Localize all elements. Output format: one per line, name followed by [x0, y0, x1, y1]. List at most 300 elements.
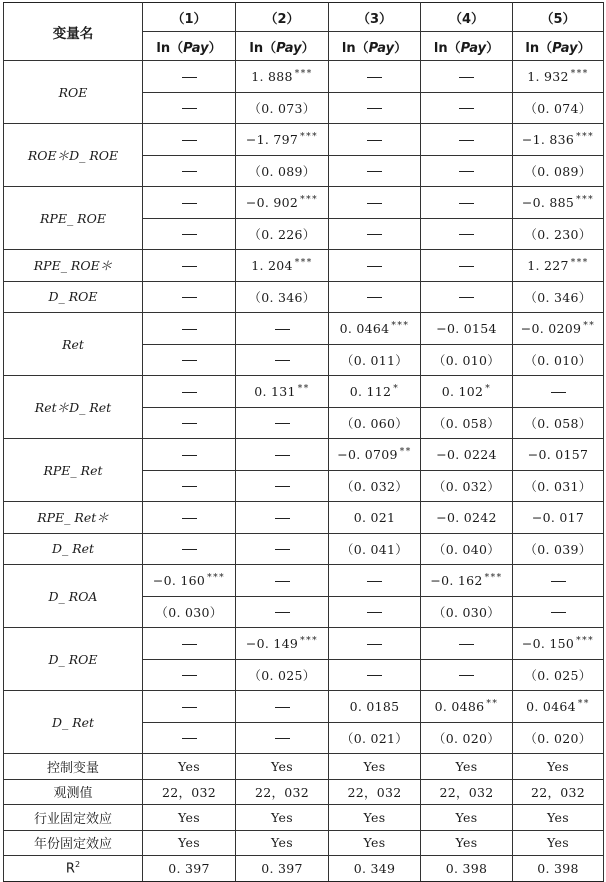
standard-error-cell: [236, 470, 329, 502]
empty-dash: [275, 581, 290, 582]
empty-dash: [182, 549, 197, 550]
variable-name-cell: [4, 187, 143, 250]
empty-dash: [459, 675, 474, 676]
standard-error-value: （0. 089）: [248, 163, 316, 179]
coefficient-cell: [329, 250, 421, 282]
coefficient-cell: [513, 61, 604, 93]
empty-dash: [275, 612, 290, 613]
standard-error-cell: [329, 155, 421, 187]
empty-dash: [367, 203, 382, 204]
variable-name-cell: [4, 250, 143, 282]
empty-dash: [459, 644, 474, 645]
standard-error-value: （0. 020）: [524, 730, 592, 746]
variable-name-cell: [4, 565, 143, 628]
control-label: 行业固定效应: [33, 811, 112, 827]
control-value-cell: [236, 805, 329, 831]
coefficient-row: [4, 313, 604, 345]
coefficient-row: [4, 439, 604, 471]
column-number-header: （3）: [329, 3, 421, 32]
significance-stars: ***: [484, 572, 503, 583]
control-value-cell: [513, 856, 604, 882]
dep-var-suffix: ）: [394, 40, 408, 56]
control-value: Yes: [363, 835, 386, 851]
coefficient-cell: [421, 124, 513, 156]
control-value: 0. 398: [537, 860, 579, 876]
coefficient-cell: [329, 502, 421, 534]
control-value: 22，032: [347, 784, 402, 800]
coefficient-cell: [236, 187, 329, 219]
standard-error-cell: [143, 407, 236, 439]
standard-error-cell: [236, 407, 329, 439]
empty-dash: [182, 707, 197, 708]
standard-error-value: （0. 010）: [432, 352, 501, 368]
coefficient-cell: [143, 250, 236, 282]
control-label: 控制变量: [46, 760, 99, 776]
control-value: 0. 397: [168, 860, 210, 876]
coefficient-cell: [143, 376, 236, 408]
standard-error-cell: [236, 344, 329, 376]
coefficient-cell: [421, 61, 513, 93]
empty-dash: [459, 77, 474, 78]
variable-name: Ret: [62, 336, 84, 352]
control-label-cell: [4, 805, 143, 831]
empty-dash: [182, 675, 197, 676]
variable-name: ROE: [58, 84, 88, 100]
table-body: [4, 3, 604, 882]
empty-dash: [182, 297, 197, 298]
coefficient-row: [4, 61, 604, 93]
standard-error-cell: [143, 470, 236, 502]
dep-var-suffix: ）: [208, 40, 222, 56]
empty-dash: [367, 171, 382, 172]
control-value: Yes: [547, 809, 569, 825]
standard-error-value: （0. 032）: [432, 478, 501, 494]
standard-error-cell: [421, 659, 513, 691]
variable-name-cell: [4, 502, 143, 534]
control-label: 观测值: [53, 786, 93, 802]
standard-error-value: （0. 346）: [524, 289, 592, 305]
coefficient-value: −0. 0157: [527, 446, 589, 462]
coefficient-value: 0. 0464: [339, 320, 390, 336]
standard-error-cell: [329, 722, 421, 754]
coefficient-cell: [421, 502, 513, 534]
coefficient-cell: [236, 250, 329, 282]
coefficient-value: −0. 0224: [436, 446, 497, 462]
control-value: 0. 398: [445, 860, 488, 876]
variable-name: RPE_ ROE: [40, 210, 106, 226]
control-value: 22，032: [439, 784, 494, 800]
control-value-cell: [143, 830, 236, 856]
coefficient-cell: [236, 691, 329, 723]
control-row: [4, 830, 604, 856]
standard-error-cell: [513, 92, 604, 124]
standard-error-cell: [236, 659, 329, 691]
empty-dash: [182, 738, 197, 739]
significance-stars: **: [399, 446, 412, 457]
coefficient-row: [4, 628, 604, 660]
significance-stars: ***: [576, 131, 595, 142]
dep-var-name: Pay: [460, 40, 487, 56]
standard-error-cell: [236, 596, 329, 628]
empty-dash: [275, 423, 290, 424]
standard-error-value: （0. 089）: [524, 163, 592, 179]
standard-error-cell: [329, 596, 421, 628]
control-value: 22，032: [530, 784, 586, 800]
coefficient-cell: [421, 250, 513, 282]
standard-error-cell: [143, 722, 236, 754]
control-value-cell: [329, 830, 421, 856]
coefficient-value: −0. 0209: [520, 320, 582, 336]
variable-name-header: 变量名: [4, 3, 143, 61]
standard-error-cell: [513, 344, 604, 376]
standard-error-value: （0. 039）: [524, 541, 592, 557]
control-value: 0. 397: [261, 860, 303, 876]
control-value-cell: [513, 779, 604, 805]
coefficient-cell: [513, 124, 604, 156]
coefficient-row: [4, 124, 604, 156]
standard-error-cell: [421, 407, 513, 439]
standard-error-cell: [421, 470, 513, 502]
significance-stars: ***: [294, 68, 313, 79]
empty-dash: [551, 581, 566, 582]
standard-error-cell: [421, 344, 513, 376]
empty-dash: [367, 108, 382, 109]
significance-stars: ***: [300, 131, 319, 142]
significance-stars: ***: [576, 194, 595, 205]
standard-error-value: （0. 025）: [248, 667, 316, 683]
standard-error-cell: [421, 92, 513, 124]
coefficient-value: −0. 0154: [436, 320, 497, 336]
standard-error-value: （0. 226）: [248, 226, 316, 242]
coefficient-row: [4, 187, 604, 219]
coefficient-cell: [421, 313, 513, 345]
dependent-variable-header: [513, 32, 604, 61]
empty-dash: [182, 423, 197, 424]
standard-error-cell: [236, 722, 329, 754]
coefficient-value: −1. 836: [521, 131, 575, 147]
control-value-cell: [143, 754, 236, 780]
empty-dash: [459, 203, 474, 204]
standard-error-cell: [329, 218, 421, 250]
control-value-cell: [513, 805, 604, 831]
coefficient-cell: [329, 439, 421, 471]
empty-dash: [459, 108, 474, 109]
coefficient-cell: [329, 187, 421, 219]
control-label: 年份固定效应: [33, 837, 112, 853]
coefficient-cell: [513, 628, 604, 660]
coefficient-value: 1. 932: [527, 68, 569, 84]
control-value: Yes: [178, 758, 200, 774]
coefficient-value: 0. 0185: [349, 698, 400, 714]
empty-dash: [459, 234, 474, 235]
variable-name-cell: [4, 281, 143, 313]
empty-dash: [275, 486, 290, 487]
coefficient-cell: [236, 124, 329, 156]
coefficient-cell: [143, 124, 236, 156]
coefficient-cell: [421, 628, 513, 660]
variable-name-cell: [4, 313, 143, 376]
significance-stars: **: [486, 698, 499, 709]
column-number-header: （2）: [236, 3, 329, 32]
empty-dash: [182, 486, 197, 487]
standard-error-value: （0. 060）: [340, 415, 409, 431]
variable-name: Ret＊D_ Ret: [34, 400, 112, 415]
standard-error-cell: [329, 92, 421, 124]
control-value: Yes: [455, 758, 478, 774]
coefficient-cell: [143, 313, 236, 345]
coefficient-value: −0. 150: [521, 635, 575, 651]
control-value: 0. 349: [353, 860, 396, 876]
control-value: 22，032: [254, 784, 310, 800]
variable-name: RPE_ ROE＊: [33, 258, 113, 274]
variable-name-cell: [4, 439, 143, 502]
empty-dash: [275, 360, 290, 361]
header-row-column-numbers: [4, 3, 604, 32]
variable-name-cell: [4, 376, 143, 439]
variable-name: RPE_ Ret＊: [37, 510, 109, 526]
control-value: Yes: [455, 809, 478, 825]
coefficient-cell: [513, 502, 604, 534]
dependent-variable-header: [329, 32, 421, 61]
coefficient-cell: [236, 628, 329, 660]
empty-dash: [182, 234, 197, 235]
control-label-cell: [4, 754, 143, 780]
control-value: Yes: [271, 835, 293, 851]
coefficient-cell: [513, 439, 604, 471]
coefficient-cell: [329, 313, 421, 345]
standard-error-row: [4, 533, 604, 565]
coefficient-value: 0. 0464: [526, 698, 576, 714]
coefficient-cell: [421, 187, 513, 219]
coefficient-cell: [513, 565, 604, 597]
control-value-cell: [236, 754, 329, 780]
significance-stars: ***: [570, 257, 589, 268]
dep-var-prefix: ln（: [249, 40, 277, 56]
empty-dash: [182, 171, 197, 172]
coefficient-cell: [143, 61, 236, 93]
control-row: [4, 805, 604, 831]
standard-error-cell: [513, 281, 604, 313]
standard-error-value: （0. 346）: [248, 289, 316, 305]
significance-stars: ***: [300, 194, 319, 205]
standard-error-cell: [329, 659, 421, 691]
standard-error-value: （0. 021）: [340, 730, 409, 746]
coefficient-row: [4, 502, 604, 534]
control-value: Yes: [363, 809, 386, 825]
standard-error-cell: [513, 218, 604, 250]
coefficient-cell: [143, 691, 236, 723]
control-value-cell: [329, 856, 421, 882]
coefficient-value: 0. 021: [353, 509, 396, 525]
dep-var-prefix: ln（: [156, 40, 184, 56]
coefficient-value: 0. 102: [441, 383, 484, 399]
standard-error-value: （0. 020）: [432, 730, 501, 746]
variable-name: ROE＊D_ ROE: [27, 148, 119, 163]
standard-error-value: （0. 031）: [524, 478, 592, 494]
control-value: Yes: [363, 758, 386, 774]
variable-name-continued: D_ ROE: [48, 289, 98, 305]
control-value-cell: [421, 754, 513, 780]
standard-error-cell: [421, 533, 513, 565]
significance-stars: **: [577, 698, 590, 709]
standard-error-row: [4, 281, 604, 313]
dependent-variable-header: [143, 32, 236, 61]
coefficient-value: −0. 162: [430, 572, 483, 588]
standard-error-value: （0. 230）: [524, 226, 592, 242]
coefficient-cell: [143, 439, 236, 471]
coefficient-value: −0. 160: [152, 572, 206, 588]
empty-dash: [182, 360, 197, 361]
empty-dash: [551, 392, 566, 393]
standard-error-cell: [236, 92, 329, 124]
standard-error-cell: [236, 218, 329, 250]
standard-error-value: （0. 040）: [432, 541, 501, 557]
coefficient-value: 0. 131: [254, 383, 296, 399]
coefficient-value: 1. 227: [527, 257, 569, 273]
variable-name-cell: [4, 533, 143, 565]
significance-stars: ***: [300, 635, 319, 646]
empty-dash: [182, 518, 197, 519]
standard-error-value: （0. 074）: [524, 100, 592, 116]
control-label-cell: [4, 779, 143, 805]
standard-error-value: （0. 058）: [432, 415, 501, 431]
empty-dash: [459, 140, 474, 141]
regression-table: [3, 2, 604, 882]
empty-dash: [275, 329, 290, 330]
dep-var-prefix: ln（: [341, 40, 369, 56]
coefficient-value: 0. 0486: [434, 698, 485, 714]
empty-dash: [182, 108, 197, 109]
coefficient-value: −0. 149: [245, 635, 299, 651]
coefficient-cell: [329, 565, 421, 597]
coefficient-cell: [143, 628, 236, 660]
standard-error-value: （0. 010）: [524, 352, 592, 368]
empty-dash: [367, 675, 382, 676]
variable-name: D_ ROA: [48, 588, 98, 604]
dep-var-prefix: ln（: [433, 40, 461, 56]
empty-dash: [367, 297, 382, 298]
significance-stars: ***: [391, 320, 410, 331]
coefficient-cell: [329, 628, 421, 660]
standard-error-cell: [143, 92, 236, 124]
standard-error-cell: [329, 470, 421, 502]
standard-error-cell: [236, 155, 329, 187]
significance-stars: **: [583, 320, 596, 331]
standard-error-cell: [513, 659, 604, 691]
coefficient-cell: [236, 502, 329, 534]
significance-stars: *: [485, 383, 492, 394]
control-value: Yes: [178, 835, 200, 851]
standard-error-value: （0. 030）: [155, 604, 223, 620]
empty-dash: [459, 297, 474, 298]
coefficient-cell: [329, 376, 421, 408]
column-number-header: （5）: [513, 3, 604, 32]
coefficient-cell: [236, 565, 329, 597]
control-value: Yes: [271, 758, 293, 774]
control-value-cell: [421, 779, 513, 805]
control-label-superscript: 2: [74, 860, 81, 870]
standard-error-cell: [236, 281, 329, 313]
coefficient-value: −0. 902: [245, 194, 299, 210]
coefficient-cell: [421, 376, 513, 408]
control-value-cell: [513, 754, 604, 780]
control-row: [4, 754, 604, 780]
standard-error-cell: [143, 533, 236, 565]
column-number-header: （4）: [421, 3, 513, 32]
standard-error-cell: [421, 722, 513, 754]
standard-error-value: （0. 058）: [524, 415, 592, 431]
variable-name: RPE_ Ret: [43, 462, 103, 478]
variable-name-cell: [4, 61, 143, 124]
standard-error-cell: [329, 407, 421, 439]
standard-error-value: （0. 011）: [340, 352, 409, 368]
coefficient-value: 1. 888: [251, 68, 293, 84]
dep-var-suffix: ）: [301, 40, 315, 56]
coefficient-value: −0. 017: [531, 509, 585, 525]
standard-error-cell: [421, 155, 513, 187]
standard-error-value: （0. 073）: [248, 100, 316, 116]
control-value: Yes: [455, 835, 478, 851]
standard-error-cell: [421, 281, 513, 313]
control-value-cell: [236, 856, 329, 882]
empty-dash: [182, 266, 197, 267]
coefficient-value: −0. 0242: [436, 509, 497, 525]
empty-dash: [182, 392, 197, 393]
standard-error-cell: [421, 218, 513, 250]
standard-error-cell: [513, 407, 604, 439]
coefficient-value: 1. 204: [251, 257, 293, 273]
empty-dash: [182, 77, 197, 78]
coefficient-cell: [329, 61, 421, 93]
control-value-cell: [143, 805, 236, 831]
coefficient-cell: [329, 124, 421, 156]
dependent-variable-header: [236, 32, 329, 61]
coefficient-row: [4, 565, 604, 597]
coefficient-value: −1. 797: [245, 131, 299, 147]
control-value-cell: [513, 830, 604, 856]
control-value: Yes: [271, 809, 293, 825]
coefficient-cell: [143, 187, 236, 219]
coefficient-cell: [421, 565, 513, 597]
empty-dash: [275, 455, 290, 456]
standard-error-cell: [513, 155, 604, 187]
dep-var-suffix: ）: [486, 40, 500, 56]
coefficient-cell: [513, 376, 604, 408]
coefficient-value: −0. 0709: [337, 446, 398, 462]
control-value: Yes: [547, 758, 569, 774]
standard-error-cell: [513, 722, 604, 754]
control-value-cell: [329, 754, 421, 780]
empty-dash: [182, 329, 197, 330]
coefficient-value: 0. 112: [349, 383, 392, 399]
dependent-variable-header: [421, 32, 513, 61]
standard-error-value: （0. 032）: [340, 478, 409, 494]
empty-dash: [182, 140, 197, 141]
empty-dash: [367, 77, 382, 78]
significance-stars: ***: [207, 572, 226, 583]
coefficient-cell: [513, 691, 604, 723]
significance-stars: ***: [294, 257, 313, 268]
dep-var-name: Pay: [552, 40, 578, 56]
variable-name: D_ Ret: [51, 714, 95, 730]
standard-error-cell: [513, 596, 604, 628]
column-number-header: （1）: [143, 3, 236, 32]
standard-error-cell: [329, 281, 421, 313]
coefficient-cell: [421, 439, 513, 471]
standard-error-cell: [513, 470, 604, 502]
dep-var-name: Pay: [183, 40, 209, 56]
standard-error-cell: [329, 344, 421, 376]
